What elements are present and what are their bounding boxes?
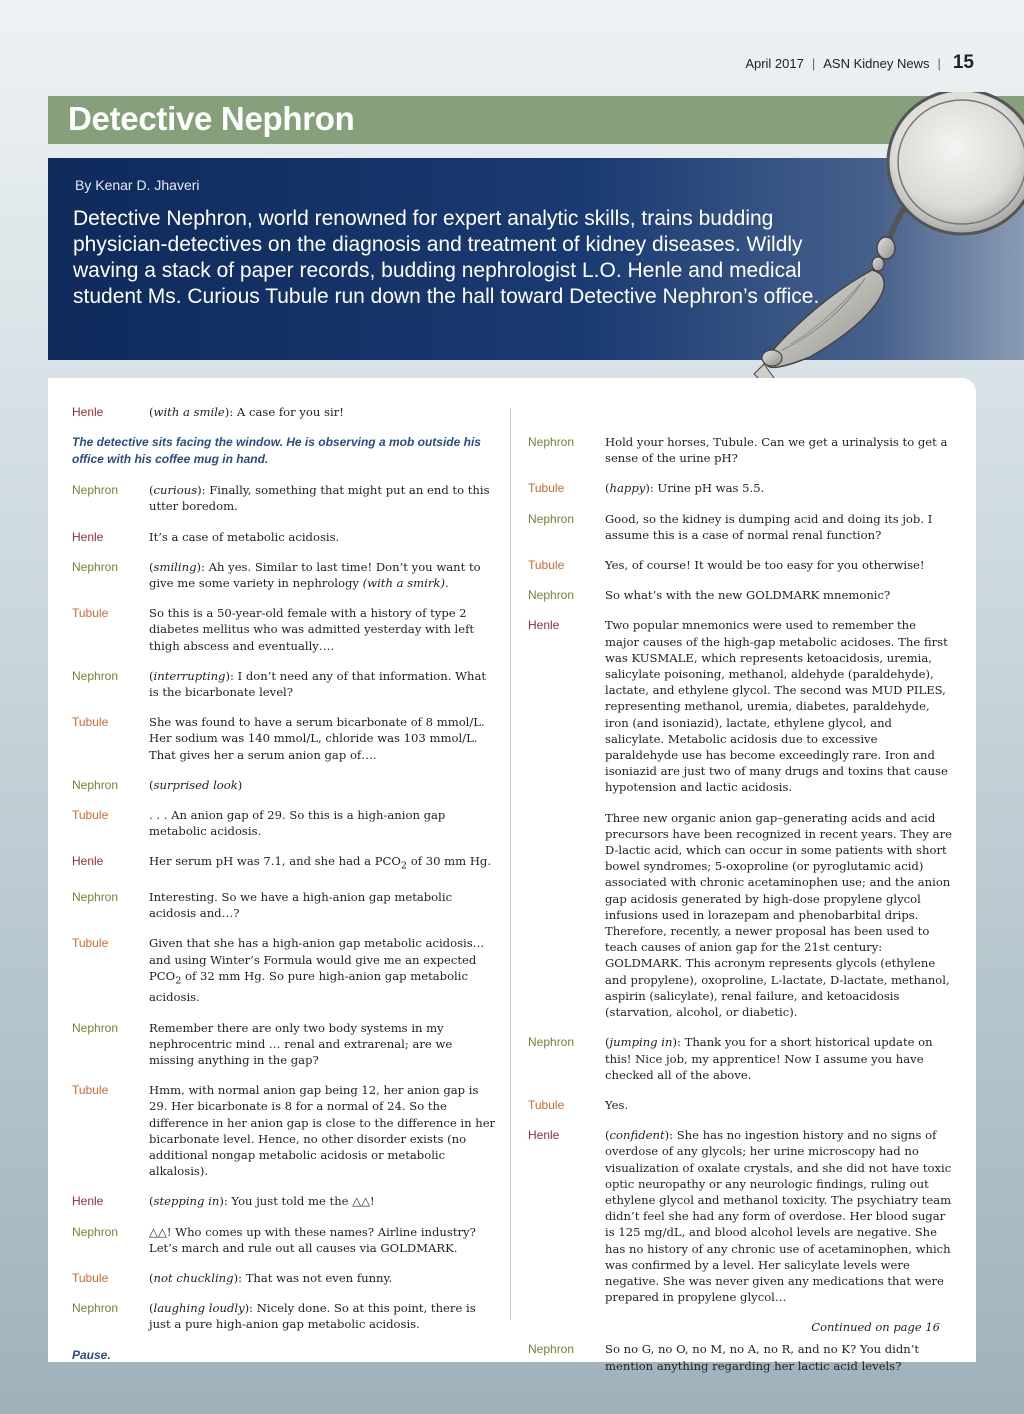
dialogue-line (528, 511, 952, 543)
dialogue-line (72, 807, 496, 839)
speaker-label: Tubule (528, 1097, 565, 1112)
dialogue-line (528, 617, 952, 795)
dialogue-line (72, 529, 496, 545)
dialogue-text: (not chuckling): That was not even funny. (149, 1270, 393, 1285)
speaker-label: Nephron (72, 559, 119, 574)
dialogue-line (72, 853, 496, 875)
speaker-label: Henle (72, 1194, 104, 1209)
dialogue-text: It’s a case of metabolic acidosis. (149, 529, 340, 544)
dialogue-text: (happy): Urine pH was 5.5. (605, 481, 765, 496)
speaker-label: Tubule (528, 558, 565, 573)
publication-name: ASN Kidney News (823, 55, 930, 71)
speaker-label: Tubule (528, 481, 565, 496)
page-title: Detective Nephron (68, 100, 355, 137)
dialogue-line (72, 1224, 496, 1256)
dialogue-line (528, 1097, 952, 1113)
dialogue-text: Hold your horses, Tubule. Can we get a urinalysis to get a sense of the urine pH? (605, 435, 948, 466)
speaker-label: Nephron (72, 1301, 119, 1316)
speaker-label: Henle (72, 405, 104, 419)
dialogue-text: (surprised look) (149, 777, 243, 792)
dialogue-line (72, 668, 496, 700)
speaker-label: Tubule (72, 936, 109, 951)
speaker-label: Nephron (72, 483, 119, 498)
dialogue-text: (jumping in): Thank you for a short historical update on this! Nice job, my apprentice! Now I assume you have checked all of the above. (605, 1035, 933, 1082)
speaker-label: Tubule (72, 1270, 109, 1285)
right-column (528, 434, 952, 1388)
speaker-label: Tubule (72, 1083, 109, 1098)
dialogue-text: (laughing loudly): Nicely done. So at this point, there is just a pure high-anion gap metabolic acidosis. (149, 1301, 476, 1332)
dialogue-text: Interesting. So we have a high-anion gap metabolic acidosis and…? (149, 889, 453, 921)
dialogue-text: Remember there are only two body systems in my nephrocentric mind … renal and extrarenal; are we missing anything in the gap? (149, 1020, 453, 1067)
dialogue-text: (interrupting): I don’t need any of that information. What is the bicarbonate level? (149, 668, 487, 700)
speaker-label: Nephron (72, 1224, 119, 1239)
speaker-label: Tubule (72, 808, 109, 823)
dialogue-line (72, 1300, 496, 1332)
dialogue-line (528, 480, 952, 496)
dialogue-line (72, 1020, 496, 1069)
dialogue-text: Yes, of course! It would be too easy for you otherwise! (605, 558, 925, 573)
dialogue-text: (smiling): Ah yes. Similar to last time! Don’t you want to give me some variety in nephrology (with a smirk). (149, 559, 481, 591)
speaker-label: Nephron (528, 1035, 575, 1050)
dialogue-line (72, 1082, 496, 1179)
speaker-label: Nephron (528, 1342, 575, 1357)
dialogue-line (72, 777, 496, 793)
dialogue-line (528, 1034, 952, 1083)
speaker-label: Tubule (72, 715, 109, 730)
dialogue-line (72, 714, 496, 763)
dialogue-text: So this is a 50-year-old female with a history of type 2 diabetes mellitus who was admitted yesterday with left thigh abscess and eventually…. (149, 606, 475, 653)
dialogue-text: (curious): Finally, something that might put an end to this utter boredom. (149, 483, 490, 514)
speaker-label: Nephron (528, 435, 575, 449)
speaker-label: Henle (72, 529, 104, 544)
dialogue-text: Yes. (605, 1097, 629, 1112)
dialogue-text: Her serum pH was 7.1, and she had a $PCO_2$ of 30 mm Hg. (149, 854, 492, 872)
header-separator: | (811, 55, 816, 71)
dialogue-line (72, 935, 496, 1005)
dialogue-text: So what’s with the new GOLDMARK mnemonic? (605, 588, 891, 603)
running-header (745, 52, 974, 74)
issue-date: April 2017 (745, 55, 804, 71)
speaker-label: Nephron (528, 511, 575, 526)
dialogue-line (72, 889, 496, 921)
dialogue-text: Given that she has a high-anion gap metabolic acidosis…and using Winter’s Formula would give me an expected $PCO_2$ of 32 mm Hg. So pure high-anion gap metabolic acidosis. (149, 936, 485, 1005)
dialogue-text: (confident): She has no ingestion history and no signs of overdose of any glycols; her urine microscopy had no visualization of oxalate crystals, and she did not have toxic optic neuropathy or any neurologic findings, ruling out ethylene glycol and methanol toxicity. The psychiatry team didn’t feel she had any form of overdose. Her blood sugar is 125 mg/dL, and blood alcohol levels are negative. She has no history of any chronic use of acetaminophen, which was confirmed by a level. Her salicylate levels were negative. She was never given any medications that were prepared in propylene glycol… (605, 1128, 952, 1305)
dialogue-text: . . . An anion gap of 29. So this is a high-anion gap metabolic acidosis. (149, 808, 446, 839)
dialogue-text: (with a smile): A case for you sir! (149, 405, 344, 419)
dialogue-line (72, 605, 496, 654)
magnifying-glass-illustration (700, 92, 1024, 392)
speaker-label: Nephron (72, 889, 119, 904)
dialogue-text: She was found to have a serum bicarbonate of 8 mmol/L. Her sodium was 140 mmol/L, chloride was 103 mmol/L. That gives her a serum anion gap of…. (149, 715, 485, 762)
speaker-label: Nephron (528, 588, 575, 603)
speaker-label: Nephron (72, 777, 119, 792)
dialogue-text: Hmm, with normal anion gap being 12, her anion gap is 29. Her bicarbonate is 8 for a normal of 24. So the difference in her anion gap is close to the difference in her bicarbonate level. Hence, no other disorder exists (no additional nongap metabolic acidosis or metabolic alkalosis). (149, 1083, 496, 1179)
dialogue-text: Good, so the kidney is dumping acid and doing its job. I assume this is a case of normal renal function? (605, 511, 933, 542)
speaker-label: Nephron (72, 668, 119, 683)
column-divider (510, 408, 511, 1320)
speaker-label: Henle (528, 618, 560, 633)
header-separator: | (937, 55, 941, 71)
speaker-label: Henle (72, 854, 104, 869)
stage-direction: Pause. (72, 1347, 111, 1362)
dialogue-continuation: Three new organic anion gap–generating acids and acid precursors have been recognized in recent years. They are D-lactic acid, which can occur in some patients with short bowel syndromes; 5-oxoproline (or pyroglutamic acid) associated with chronic acetaminophen use; and the anion gap acidosis generated by high-dose propylene glycol infusions used in lorazepam and phenobarbital drips. Therefore, recently, a newer proposal has been used to teach causes of anion gap for the 21st century: GOLDMARK. This acronym represents glycols (ethylene and propylene), oxoproline, L-lactate, D-lactate, methanol, aspirin (salicylate), renal failure, and ketoacidosis (starvation, alcohol, or diabetic). (605, 810, 952, 1020)
dialogue-text: So no G, no O, no M, no A, no R, and no K? You didn’t mention anything regarding her lactic acid levels? (605, 1342, 920, 1373)
dialogue-text: Two popular mnemonics were used to remember the major causes of the high-gap metabolic acidoses. The first was KUSMALE, which represents ketoacidosis, uremia, salicylate poisoning, methanol, aldehyde (paraldehyde), lactate, and ethylene glycol. The second was MUD PILES, representing methanol, uremia, diabetes, paraldehyde, iron (and isoniazid), lactate, ethylene glycol, and salicylate. Metabolic acidosis due to excessive paraldehyde use has become exceedingly rare. Iron and isoniazid are just two of many drugs and toxins that cause hypotension and lactic acidosis. (605, 618, 948, 795)
byline: By Kenar D. Jhaveri (75, 177, 200, 193)
dialogue-line (528, 587, 952, 603)
dialogue-line (72, 482, 496, 514)
dialogue-line (72, 1270, 496, 1286)
dialogue-line (528, 1127, 952, 1305)
left-column (72, 404, 496, 1378)
dialogue-text: (stepping in): You just told me the △△! (149, 1194, 375, 1209)
stage-direction: The detective sits facing the window. He is observing a mob outside his office with his coffee mug in hand. (72, 435, 481, 467)
page-number: 15 (952, 52, 974, 73)
dialogue-text: △△! Who comes up with these names? Airline industry? Let’s march and rule out all causes via GOLDMARK. (149, 1224, 476, 1255)
dialogue-line (528, 557, 952, 573)
continued-link[interactable]: Continued on page 16 (811, 1320, 940, 1334)
speaker-label: Henle (528, 1128, 560, 1143)
article-body (48, 378, 976, 1373)
dialogue-line (72, 559, 496, 591)
dialogue-line (72, 404, 496, 420)
dialogue-line (528, 1341, 952, 1373)
dialogue-line (528, 434, 952, 466)
speaker-label: Nephron (72, 1020, 119, 1035)
dialogue-line (72, 1193, 496, 1209)
lede-paragraph: Detective Nephron, world renowned for expert analytic skills, trains budding physician-detectives on the diagnosis and treatment of kidney diseases. Wildly waving a stack of paper records, budding nephrologist L.O. Henle and medical student Ms. Curious Tubule run down the hall toward Detective Nephron’s office. (73, 207, 820, 308)
speaker-label: Tubule (72, 606, 109, 621)
